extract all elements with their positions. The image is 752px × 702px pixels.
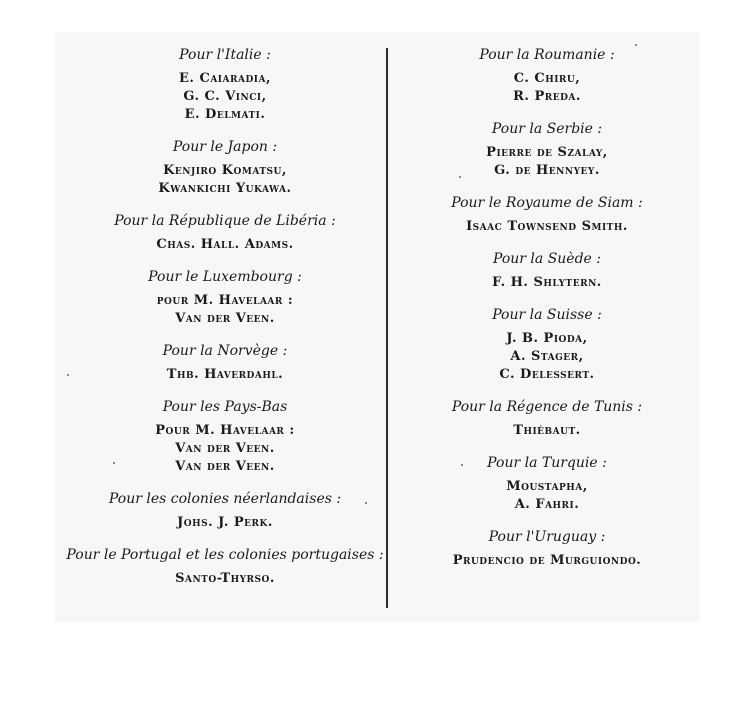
signatory-name: Santo-Thyrso.	[175, 571, 275, 586]
signatory-names	[387, 274, 707, 292]
country-heading: Pour les Pays-Bas	[162, 399, 288, 415]
right-block-0	[387, 46, 707, 106]
right-block-1	[387, 120, 707, 180]
signatory-name: E. Delmati.	[184, 107, 266, 122]
left-block-2	[65, 212, 385, 254]
signatory-name: pour M. Havelaar :	[156, 293, 294, 308]
left-block-0	[65, 46, 385, 124]
signatory-names	[65, 70, 385, 124]
signatory-names	[65, 570, 385, 588]
country-heading: Pour la République de Libéria :	[114, 213, 336, 229]
signatory-name: Prudencio de Murguiondo.	[452, 553, 642, 568]
left-block-5	[65, 398, 385, 476]
right-block-3	[387, 250, 707, 292]
signatory-name: Kwankichi Yukawa.	[158, 181, 292, 196]
right-block-4	[387, 306, 707, 384]
signatory-name: Van der Veen.	[175, 441, 275, 456]
signatory-name: A. Fahri.	[514, 497, 580, 512]
print-speck	[113, 462, 115, 464]
signatory-names	[387, 330, 707, 384]
left-block-6	[65, 490, 385, 532]
signatory-name: Isaac Townsend Smith.	[466, 219, 628, 234]
country-heading: Pour la Norvège :	[162, 343, 288, 359]
country-heading: Pour le Luxembourg :	[148, 269, 302, 285]
country-heading: Pour la Turquie :	[487, 455, 607, 471]
signatory-name: Van der Veen.	[175, 311, 275, 326]
signatory-names	[65, 292, 385, 328]
left-block-1	[65, 138, 385, 198]
right-block-2	[387, 194, 707, 236]
signatory-name: F. H. Shlytern.	[492, 275, 602, 290]
signatory-name: J. B. Pioda,	[506, 331, 588, 346]
signatory-name: C. Chiru,	[513, 71, 581, 86]
signatory-names	[65, 422, 385, 476]
signatory-names	[65, 514, 385, 532]
left-block-3	[65, 268, 385, 328]
print-speck	[365, 502, 367, 504]
signatory-names	[387, 422, 707, 440]
right-block-7	[387, 528, 707, 570]
country-heading: Pour la Suède :	[492, 251, 602, 267]
signatory-names	[65, 236, 385, 254]
signatory-name: Pierre de Szalay,	[486, 145, 608, 160]
signatory-name: C. Delessert.	[499, 367, 595, 382]
print-speck	[461, 464, 463, 466]
signatory-name: A. Stager,	[510, 349, 584, 364]
signatory-name: Van der Veen.	[175, 459, 275, 474]
signatory-name: Thb. Haverdahl.	[166, 367, 284, 382]
signatory-name: Kenjiro Komatsu,	[163, 163, 287, 178]
country-heading: Pour les colonies néerlandaises :	[108, 491, 342, 507]
right-block-5	[387, 398, 707, 440]
document-page	[55, 32, 700, 622]
signatories-right-column	[387, 46, 707, 584]
print-speck	[459, 176, 461, 178]
signatories-left-column	[65, 46, 385, 602]
signatory-name: E. Caiaradia,	[179, 71, 271, 86]
signatory-name: Thiébaut.	[513, 423, 581, 438]
signatory-name: Johs. J. Perk.	[177, 515, 273, 530]
print-speck	[635, 44, 637, 46]
country-heading: Pour le Royaume de Siam :	[451, 195, 643, 211]
country-heading: Pour la Serbie :	[491, 121, 603, 137]
signatory-name: Pour M. Havelaar :	[155, 423, 295, 438]
left-block-4	[65, 342, 385, 384]
signatory-names	[65, 162, 385, 198]
signatory-names	[387, 218, 707, 236]
signatory-names	[387, 144, 707, 180]
country-heading: Pour la Suisse :	[492, 307, 602, 323]
left-block-7	[65, 546, 385, 588]
signatory-names	[65, 366, 385, 384]
signatory-name: Moustapha,	[506, 479, 588, 494]
right-block-6	[387, 454, 707, 514]
country-heading: Pour le Portugal et les colonies portugaises :	[66, 547, 384, 563]
signatory-names	[387, 552, 707, 570]
country-heading: Pour l'Italie :	[179, 47, 271, 63]
country-heading: Pour la Régence de Tunis :	[451, 399, 643, 415]
signatory-name: Chas. Hall. Adams.	[156, 237, 294, 252]
print-speck	[67, 374, 69, 376]
country-heading: Pour l'Uruguay :	[488, 529, 606, 545]
signatory-name: G. de Hennyey.	[494, 163, 600, 178]
country-heading: Pour le Japon :	[172, 139, 278, 155]
signatory-name: G. C. Vinci,	[183, 89, 267, 104]
signatory-names	[387, 70, 707, 106]
signatory-names	[387, 478, 707, 514]
signatory-name: R. Preda.	[513, 89, 581, 104]
country-heading: Pour la Roumanie :	[479, 47, 615, 63]
